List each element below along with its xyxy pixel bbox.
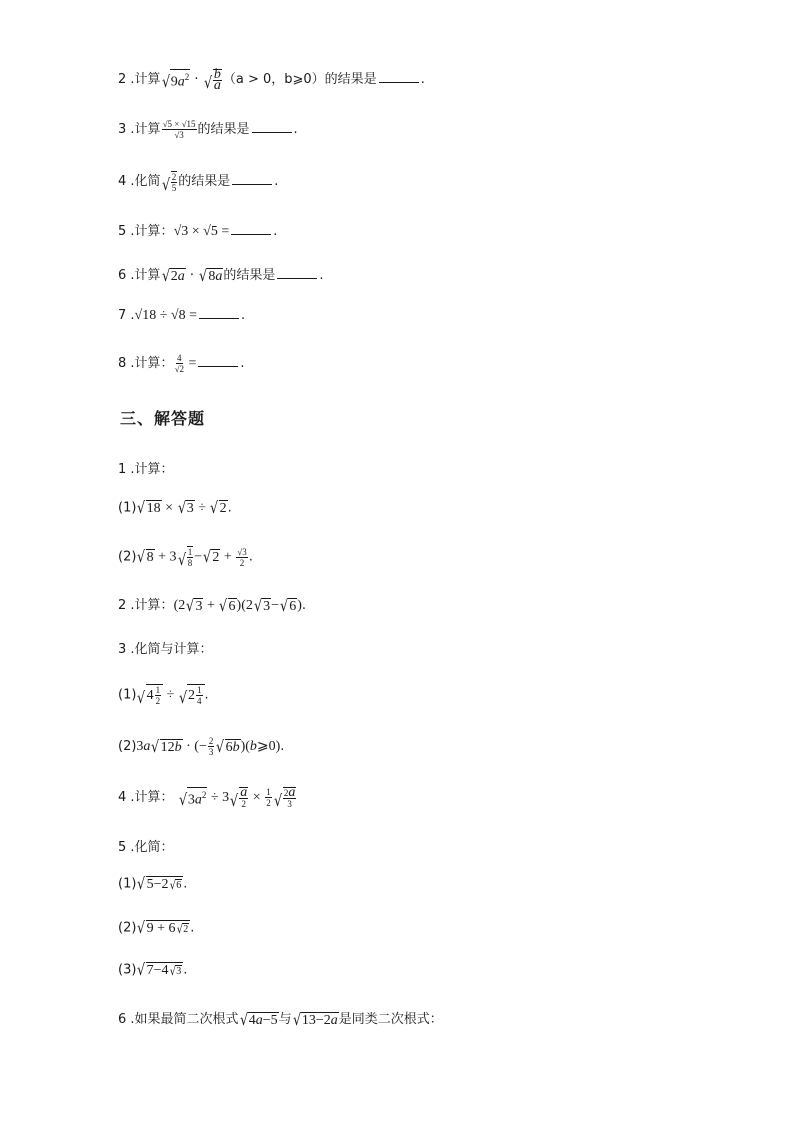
fill-question-4: 4 .化简 √ $\frac{2}{5}$ 的结果是 . (118, 171, 279, 194)
answer-blank[interactable] (231, 233, 271, 235)
answer-question-1: 1 .计算： (118, 462, 174, 477)
fill-question-3: 3 .计算 $\frac{√5 \times √15}{√3}$ 的结果是 . (118, 119, 298, 140)
answer-blank[interactable] (199, 317, 239, 319)
fill-question-6: 6 .计算 √ 2a · √ 8a 的结果是 . (118, 265, 324, 285)
answer-question-2: 2 .计算：(2 √ 3 + √ 6 )(2 √ 3 − √ 6 ). (118, 595, 306, 615)
answer-question-3-part-1: (1) √ 4 $\frac{1}{2}$ ÷ √ 2 $\frac{1}{4}$ . (118, 685, 209, 707)
answer-question-3: 3 .化简与计算： (118, 642, 213, 657)
answer-question-5-part-1: (1) √ 5−2 √ 6 . (118, 874, 188, 893)
answer-blank[interactable] (232, 183, 272, 185)
answer-blank[interactable] (252, 131, 292, 133)
fill-question-7: 7 .√18 ÷ √8 = . (118, 308, 246, 323)
fill-question-2: 2 .计算 √ $9a^2$ · √ $\frac{b}{a}$ （a > 0，b⩾0）的结果是 . (118, 66, 425, 93)
answer-question-5-part-3: (3) √ 7−4 √ 3 . (118, 960, 188, 979)
fill-question-5: 5 .计算：√3 × √5 = . (118, 224, 278, 239)
sqrt-fraction: √ $\frac{2}{5}$ (161, 171, 177, 194)
section-heading: 三、解答题 (120, 409, 206, 428)
answer-blank[interactable] (198, 365, 238, 367)
fill-question-8: 8 .计算： $\frac{4}{√2}$ = . (118, 353, 245, 374)
sqrt-expression: √ $9a^2$ (161, 69, 191, 90)
answer-question-6: 6 .如果最简二次根式 √ 4a−5 与 √ 13−2a 是同类二次根式： (118, 1009, 443, 1029)
answer-question-1-part-1: (1) √ 18 × √ 3 ÷ √ 2 . (118, 498, 232, 517)
answer-question-1-part-2: (2) √ 8 + 3 √ $\frac{1}{8}$ − √ 2 + $\frac{√3}{2}$ . (118, 546, 253, 569)
sqrt-fraction: √ $\frac{b}{a}$ (203, 66, 221, 93)
answer-question-3-part-2: (2)3a √ 12b · (− $\frac{2}{3}$ √ 6b )(b⩾0). (118, 736, 285, 757)
question-number: 2 (118, 72, 127, 87)
answer-question-5: 5 .化简： (118, 840, 174, 855)
fraction-expression: $\frac{√5 \times √15}{√3}$ (162, 119, 196, 140)
answer-blank[interactable] (277, 277, 317, 279)
answer-question-5-part-2: (2) √ 9 + 6 √ 2 . (118, 918, 195, 937)
answer-question-4: 4 .计算： √ $3a^2$ ÷ 3 √ $\frac{a}{2}$ × $\frac{1}{2}$ √ $\frac{2a}{3}$ (118, 784, 296, 810)
answer-blank[interactable] (379, 81, 419, 83)
